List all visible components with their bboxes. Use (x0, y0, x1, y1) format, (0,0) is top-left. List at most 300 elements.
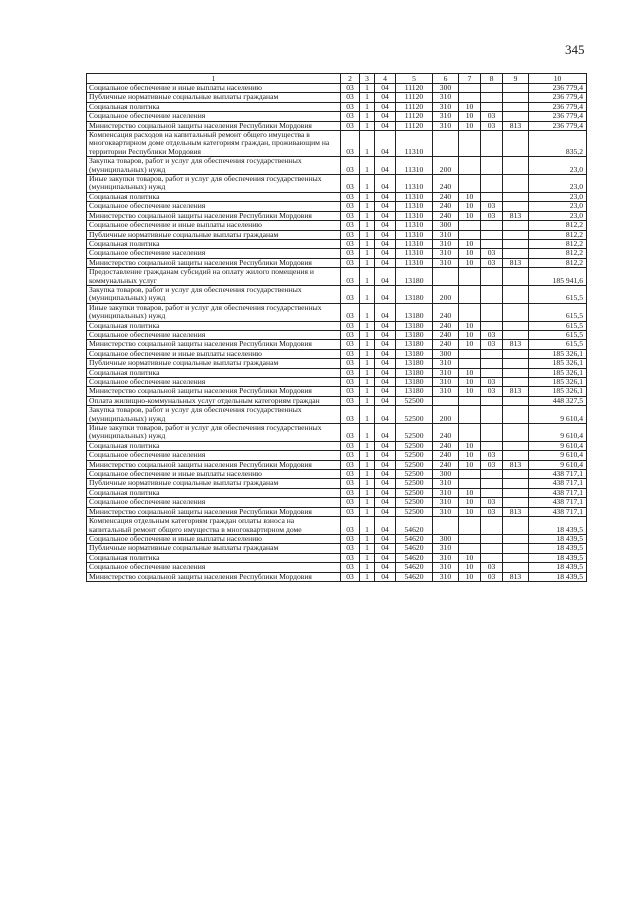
cell-section: 10 (459, 340, 481, 349)
cell-code-1: 03 (341, 507, 360, 516)
cell-code-3: 04 (375, 544, 396, 553)
cell-item-name: Социальная политика (87, 321, 341, 330)
cell-amount: 236 779,4 (529, 84, 587, 93)
cell-code-2: 1 (360, 406, 375, 424)
cell-amount: 9 610,4 (529, 424, 587, 442)
cell-section (459, 424, 481, 442)
cell-subsection: 03 (481, 563, 503, 572)
header-col-2: 2 (341, 74, 360, 84)
cell-item-name: Социальное обеспечение и иные выплаты населению (87, 84, 341, 93)
cell-code-1: 03 (341, 211, 360, 220)
cell-item-name: Социальное обеспечение и иные выплаты населению (87, 349, 341, 358)
cell-code-1: 03 (341, 330, 360, 339)
cell-expense-type: 300 (433, 221, 459, 230)
cell-amount: 23,0 (529, 157, 587, 175)
cell-amount: 615,5 (529, 330, 587, 339)
cell-code-2: 1 (360, 387, 375, 396)
cell-code-1: 03 (341, 157, 360, 175)
table-row (87, 321, 587, 330)
cell-item-name: Публичные нормативные социальные выплаты гражданам (87, 359, 341, 368)
cell-amount: 23,0 (529, 202, 587, 211)
cell-section: 10 (459, 211, 481, 220)
cell-ministry-code (503, 424, 529, 442)
cell-amount: 812,2 (529, 221, 587, 230)
cell-expense-type: 310 (433, 249, 459, 258)
cell-section: 10 (459, 321, 481, 330)
cell-code-1: 03 (341, 249, 360, 258)
cell-expense-type: 310 (433, 563, 459, 572)
cell-item-name: Компенсация отдельным категориям граждан оплаты взноса на капитальный ремонт общего имущества в многоквартирном доме (87, 517, 341, 535)
cell-subsection: 03 (481, 340, 503, 349)
cell-code-1: 03 (341, 112, 360, 121)
cell-code-3: 04 (375, 572, 396, 581)
cell-amount: 835,2 (529, 131, 587, 157)
cell-target-code: 52500 (396, 441, 433, 450)
cell-expense-type: 310 (433, 93, 459, 102)
cell-amount: 615,5 (529, 340, 587, 349)
cell-amount: 18 439,5 (529, 563, 587, 572)
cell-expense-type (433, 396, 459, 405)
table-row (87, 488, 587, 497)
cell-code-3: 04 (375, 202, 396, 211)
cell-target-code: 52500 (396, 488, 433, 497)
cell-code-3: 04 (375, 249, 396, 258)
table-row (87, 112, 587, 121)
cell-code-2: 1 (360, 544, 375, 553)
cell-ministry-code (503, 239, 529, 248)
cell-amount: 185 326,1 (529, 359, 587, 368)
cell-ministry-code (503, 102, 529, 111)
cell-code-2: 1 (360, 441, 375, 450)
cell-subsection (481, 268, 503, 286)
cell-expense-type: 310 (433, 102, 459, 111)
cell-code-2: 1 (360, 498, 375, 507)
cell-code-2: 1 (360, 93, 375, 102)
cell-code-3: 04 (375, 563, 396, 572)
cell-code-3: 04 (375, 349, 396, 358)
cell-code-3: 04 (375, 303, 396, 321)
cell-code-2: 1 (360, 330, 375, 339)
header-col-6: 6 (433, 74, 459, 84)
table-row (87, 534, 587, 543)
cell-subsection: 03 (481, 507, 503, 516)
cell-section: 10 (459, 441, 481, 450)
cell-expense-type: 240 (433, 424, 459, 442)
cell-target-code: 11310 (396, 211, 433, 220)
cell-target-code: 13180 (396, 340, 433, 349)
cell-code-2: 1 (360, 268, 375, 286)
cell-code-2: 1 (360, 451, 375, 460)
cell-code-2: 1 (360, 488, 375, 497)
cell-code-3: 04 (375, 340, 396, 349)
cell-section: 10 (459, 121, 481, 130)
cell-subsection (481, 157, 503, 175)
cell-expense-type: 200 (433, 285, 459, 303)
cell-code-2: 1 (360, 340, 375, 349)
cell-target-code: 52500 (396, 460, 433, 469)
cell-code-1: 03 (341, 303, 360, 321)
cell-code-3: 04 (375, 517, 396, 535)
cell-subsection (481, 303, 503, 321)
cell-ministry-code (503, 230, 529, 239)
cell-target-code: 52500 (396, 498, 433, 507)
table-row (87, 563, 587, 572)
cell-item-name: Министерство социальной защиты населения Республики Мордовия (87, 121, 341, 130)
cell-ministry-code (503, 192, 529, 201)
cell-ministry-code (503, 249, 529, 258)
cell-amount: 812,2 (529, 249, 587, 258)
cell-ministry-code (503, 268, 529, 286)
header-col-7: 7 (459, 74, 481, 84)
cell-code-1: 03 (341, 368, 360, 377)
cell-code-2: 1 (360, 507, 375, 516)
cell-ministry-code (503, 157, 529, 175)
cell-expense-type: 240 (433, 303, 459, 321)
cell-expense-type: 310 (433, 544, 459, 553)
cell-item-name: Социальное обеспечение населения (87, 112, 341, 121)
cell-ministry-code (503, 498, 529, 507)
cell-code-3: 04 (375, 470, 396, 479)
cell-subsection: 03 (481, 498, 503, 507)
cell-item-name: Социальное обеспечение населения (87, 202, 341, 211)
cell-expense-type: 240 (433, 175, 459, 193)
cell-code-1: 03 (341, 572, 360, 581)
cell-code-2: 1 (360, 563, 375, 572)
table-header-row (87, 74, 587, 84)
cell-amount: 615,5 (529, 285, 587, 303)
cell-ministry-code (503, 349, 529, 358)
cell-section (459, 230, 481, 239)
cell-ministry-code (503, 406, 529, 424)
cell-item-name: Социальное обеспечение и иные выплаты населению (87, 534, 341, 543)
table-row (87, 192, 587, 201)
cell-expense-type (433, 268, 459, 286)
table-row (87, 396, 587, 405)
cell-code-2: 1 (360, 517, 375, 535)
cell-expense-type: 240 (433, 451, 459, 460)
cell-code-3: 04 (375, 441, 396, 450)
cell-expense-type (433, 517, 459, 535)
table-row (87, 498, 587, 507)
table-row (87, 441, 587, 450)
cell-target-code: 54620 (396, 517, 433, 535)
table-row (87, 451, 587, 460)
cell-expense-type: 310 (433, 572, 459, 581)
cell-code-3: 04 (375, 553, 396, 562)
cell-code-1: 03 (341, 192, 360, 201)
cell-item-name: Социальное обеспечение населения (87, 249, 341, 258)
cell-item-name: Социальная политика (87, 441, 341, 450)
cell-ministry-code (503, 396, 529, 405)
cell-target-code: 11310 (396, 239, 433, 248)
cell-subsection (481, 321, 503, 330)
cell-item-name: Публичные нормативные социальные выплаты гражданам (87, 544, 341, 553)
cell-target-code: 52500 (396, 507, 433, 516)
cell-code-1: 03 (341, 239, 360, 248)
cell-target-code: 11120 (396, 84, 433, 93)
cell-target-code: 13180 (396, 268, 433, 286)
cell-item-name: Министерство социальной защиты населения Республики Мордовия (87, 211, 341, 220)
cell-expense-type: 200 (433, 157, 459, 175)
cell-expense-type: 310 (433, 112, 459, 121)
cell-expense-type: 310 (433, 387, 459, 396)
cell-subsection (481, 553, 503, 562)
cell-code-2: 1 (360, 221, 375, 230)
cell-target-code: 11310 (396, 175, 433, 193)
cell-code-3: 04 (375, 460, 396, 469)
table-row (87, 239, 587, 248)
cell-expense-type: 310 (433, 378, 459, 387)
cell-code-3: 04 (375, 192, 396, 201)
cell-item-name: Министерство социальной защиты населения Республики Мордовия (87, 340, 341, 349)
cell-code-2: 1 (360, 553, 375, 562)
cell-item-name: Компенсация расходов на капитальный ремонт общего имущества в многоквартирном доме отдельным категориям граждан, проживающим на территории Республики Мордовия (87, 131, 341, 157)
cell-code-3: 04 (375, 102, 396, 111)
cell-section: 10 (459, 563, 481, 572)
cell-subsection: 03 (481, 460, 503, 469)
header-col-4: 4 (375, 74, 396, 84)
cell-code-3: 04 (375, 488, 396, 497)
cell-code-1: 03 (341, 378, 360, 387)
cell-code-1: 03 (341, 534, 360, 543)
cell-target-code: 13180 (396, 359, 433, 368)
cell-code-3: 04 (375, 93, 396, 102)
cell-section: 10 (459, 488, 481, 497)
cell-item-name: Социальное обеспечение населения (87, 330, 341, 339)
cell-target-code: 13180 (396, 321, 433, 330)
cell-code-2: 1 (360, 202, 375, 211)
cell-subsection: 03 (481, 202, 503, 211)
cell-expense-type: 310 (433, 258, 459, 267)
table-row (87, 93, 587, 102)
cell-amount: 448 327,5 (529, 396, 587, 405)
cell-section (459, 517, 481, 535)
cell-amount: 185 326,1 (529, 387, 587, 396)
cell-expense-type: 310 (433, 239, 459, 248)
cell-code-2: 1 (360, 534, 375, 543)
table-row (87, 359, 587, 368)
cell-subsection (481, 544, 503, 553)
cell-code-2: 1 (360, 112, 375, 121)
cell-amount: 18 439,5 (529, 553, 587, 562)
cell-amount: 236 779,4 (529, 121, 587, 130)
cell-ministry-code (503, 553, 529, 562)
cell-target-code: 52500 (396, 424, 433, 442)
table-row (87, 330, 587, 339)
cell-ministry-code (503, 112, 529, 121)
cell-section: 10 (459, 553, 481, 562)
cell-code-1: 03 (341, 321, 360, 330)
cell-ministry-code (503, 84, 529, 93)
table-row (87, 460, 587, 469)
cell-code-3: 04 (375, 378, 396, 387)
cell-expense-type: 240 (433, 192, 459, 201)
cell-section: 10 (459, 387, 481, 396)
cell-code-1: 03 (341, 396, 360, 405)
table-row (87, 517, 587, 535)
header-col-9: 9 (503, 74, 529, 84)
cell-target-code: 54620 (396, 572, 433, 581)
cell-section (459, 157, 481, 175)
cell-subsection (481, 175, 503, 193)
cell-code-3: 04 (375, 268, 396, 286)
cell-subsection (481, 230, 503, 239)
cell-amount: 615,5 (529, 321, 587, 330)
cell-subsection (481, 470, 503, 479)
cell-expense-type: 300 (433, 349, 459, 358)
cell-section (459, 175, 481, 193)
cell-code-2: 1 (360, 378, 375, 387)
cell-section (459, 406, 481, 424)
table-row (87, 157, 587, 175)
cell-code-3: 04 (375, 507, 396, 516)
table-row (87, 249, 587, 258)
cell-code-1: 03 (341, 121, 360, 130)
cell-code-1: 03 (341, 258, 360, 267)
cell-code-3: 04 (375, 321, 396, 330)
cell-amount: 438 717,1 (529, 479, 587, 488)
cell-code-3: 04 (375, 175, 396, 193)
cell-code-2: 1 (360, 157, 375, 175)
cell-code-2: 1 (360, 359, 375, 368)
cell-code-1: 03 (341, 488, 360, 497)
cell-code-1: 03 (341, 175, 360, 193)
cell-ministry-code (503, 517, 529, 535)
cell-ministry-code (503, 488, 529, 497)
header-col-8: 8 (481, 74, 503, 84)
page-number: 345 (565, 42, 585, 57)
cell-target-code: 13180 (396, 387, 433, 396)
cell-expense-type: 240 (433, 202, 459, 211)
cell-expense-type: 300 (433, 470, 459, 479)
cell-item-name: Закупка товаров, работ и услуг для обеспечения государственных (муниципальных) нужд (87, 285, 341, 303)
cell-expense-type: 310 (433, 368, 459, 377)
cell-ministry-code: 813 (503, 572, 529, 581)
cell-section (459, 534, 481, 543)
cell-section: 10 (459, 572, 481, 581)
cell-target-code: 13180 (396, 378, 433, 387)
cell-section: 10 (459, 112, 481, 121)
cell-code-3: 04 (375, 230, 396, 239)
cell-code-3: 04 (375, 239, 396, 248)
cell-section: 10 (459, 202, 481, 211)
cell-code-3: 04 (375, 121, 396, 130)
cell-ministry-code (503, 93, 529, 102)
cell-target-code: 11310 (396, 202, 433, 211)
table-row (87, 121, 587, 130)
cell-ministry-code (503, 451, 529, 460)
table-row (87, 285, 587, 303)
cell-section (459, 349, 481, 358)
cell-target-code: 11120 (396, 102, 433, 111)
cell-ministry-code (503, 175, 529, 193)
cell-amount: 615,5 (529, 303, 587, 321)
cell-item-name: Министерство социальной защиты населения Республики Мордовия (87, 507, 341, 516)
cell-code-3: 04 (375, 534, 396, 543)
cell-code-2: 1 (360, 285, 375, 303)
cell-target-code: 54620 (396, 534, 433, 543)
cell-code-3: 04 (375, 479, 396, 488)
cell-expense-type: 240 (433, 321, 459, 330)
cell-subsection: 03 (481, 249, 503, 258)
cell-item-name: Закупка товаров, работ и услуг для обеспечения государственных (муниципальных) нужд (87, 406, 341, 424)
cell-subsection (481, 84, 503, 93)
cell-target-code: 13180 (396, 368, 433, 377)
cell-ministry-code (503, 131, 529, 157)
cell-target-code: 11310 (396, 249, 433, 258)
cell-amount: 18 439,5 (529, 534, 587, 543)
cell-code-3: 04 (375, 221, 396, 230)
header-col-5: 5 (396, 74, 433, 84)
budget-table (86, 73, 587, 582)
cell-subsection: 03 (481, 330, 503, 339)
cell-amount: 812,2 (529, 239, 587, 248)
cell-item-name: Министерство социальной защиты населения Республики Мордовия (87, 572, 341, 581)
cell-amount: 438 717,1 (529, 488, 587, 497)
cell-ministry-code: 813 (503, 387, 529, 396)
cell-code-1: 03 (341, 340, 360, 349)
table-row (87, 387, 587, 396)
cell-expense-type: 310 (433, 121, 459, 130)
cell-ministry-code: 813 (503, 507, 529, 516)
cell-ministry-code (503, 544, 529, 553)
cell-amount: 185 326,1 (529, 349, 587, 358)
cell-section (459, 84, 481, 93)
cell-code-2: 1 (360, 175, 375, 193)
cell-code-3: 04 (375, 368, 396, 377)
cell-section: 10 (459, 239, 481, 248)
cell-amount: 18 439,5 (529, 572, 587, 581)
cell-item-name: Министерство социальной защиты населения Республики Мордовия (87, 258, 341, 267)
cell-section: 10 (459, 330, 481, 339)
cell-code-3: 04 (375, 424, 396, 442)
table-row (87, 258, 587, 267)
cell-expense-type: 240 (433, 211, 459, 220)
table-row (87, 544, 587, 553)
cell-code-1: 03 (341, 406, 360, 424)
cell-ministry-code: 813 (503, 258, 529, 267)
cell-code-1: 03 (341, 563, 360, 572)
cell-code-1: 03 (341, 131, 360, 157)
cell-section (459, 285, 481, 303)
header-col-3: 3 (360, 74, 375, 84)
cell-item-name: Социальное обеспечение населения (87, 378, 341, 387)
cell-section (459, 470, 481, 479)
cell-section (459, 268, 481, 286)
cell-expense-type: 310 (433, 553, 459, 562)
cell-expense-type: 310 (433, 359, 459, 368)
cell-subsection: 03 (481, 211, 503, 220)
table-row (87, 368, 587, 377)
cell-section: 10 (459, 258, 481, 267)
cell-item-name: Иные закупки товаров, работ и услуг для обеспечения государственных (муниципальных) нужд (87, 424, 341, 442)
cell-amount: 438 717,1 (529, 507, 587, 516)
cell-code-1: 03 (341, 498, 360, 507)
cell-code-3: 04 (375, 131, 396, 157)
cell-subsection (481, 359, 503, 368)
cell-item-name: Социальная политика (87, 368, 341, 377)
cell-section (459, 479, 481, 488)
cell-code-3: 04 (375, 285, 396, 303)
cell-subsection: 03 (481, 378, 503, 387)
cell-ministry-code (503, 368, 529, 377)
cell-target-code: 11310 (396, 230, 433, 239)
cell-subsection (481, 406, 503, 424)
cell-expense-type: 240 (433, 441, 459, 450)
cell-amount: 236 779,4 (529, 93, 587, 102)
cell-subsection (481, 488, 503, 497)
table-row (87, 102, 587, 111)
